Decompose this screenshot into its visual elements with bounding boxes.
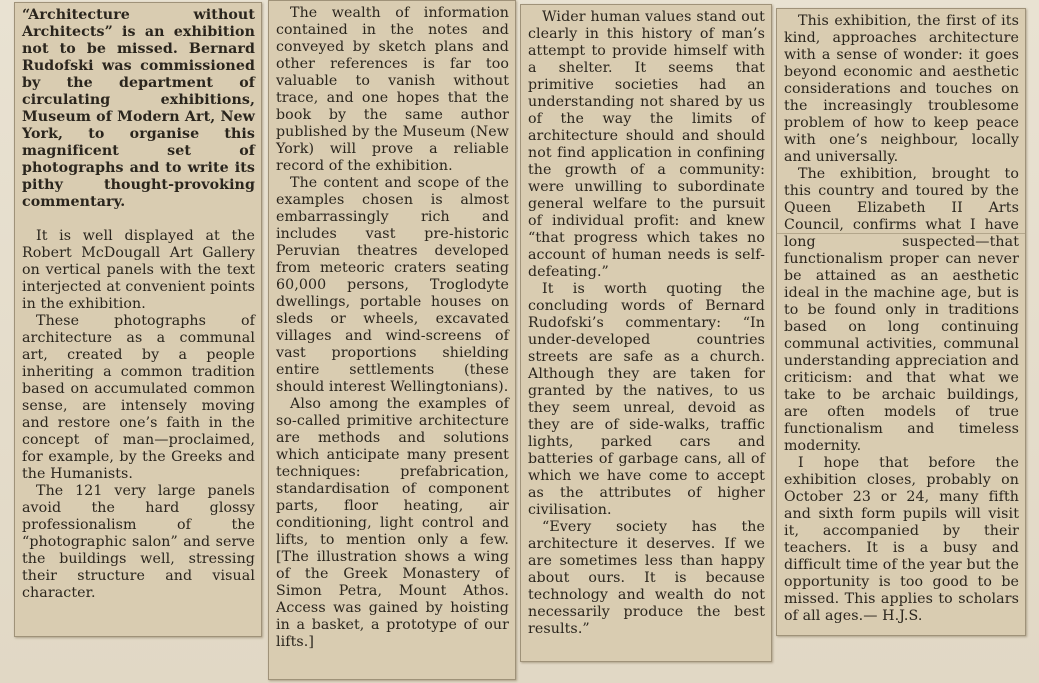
- paragraph: These photographs of architecture as a communal art, created by a people inheriting a common tradition based on accumulated common sense, are intensely moving and restore one’s faith in the concept of man—proclaimed, for example, by the Greeks and the Humanists.: [22, 313, 255, 482]
- paragraph: The content and scope of the examples chosen is almost embarrassingly rich and includes vast pre-historic Peruvian theatres developed from meteoric craters seating 60,000 persons, Troglodyte dwellings, portable houses on sleds or wheels, excavated villages and wind-screens of vast proportions shielding entire settlements (these should interest Wellingtonians).: [276, 175, 509, 395]
- paragraph: It is worth quoting the concluding words of Bernard Rudofski’s commentary: “In under-developed countries streets are safe as a church. Although they are taken for granted by the natives, to us they seem unreal, devoid as they are of side-walks, traffic lights, parked cars and batteries of garbage cans, all of which we have come to accept as the attributes of higher civilisation.: [528, 281, 765, 518]
- paragraph: The exhibition, brought to this country and toured by the Queen Elizabeth II Arts Council, confirms what I have long suspected—that functionalism proper can never be attained as an aesthetic ideal in the machine age, but is to be found only in traditions based on long continuing communal activities, communal understanding appreciation and criticism: and that what we take to be archaic buildings, are often models of true functionalism and timeless modernity.: [784, 166, 1019, 454]
- paragraph: The 121 very large panels avoid the hard glossy professionalism of the “photographic salon” and serve the buildings well, stressing their structure and visual character.: [22, 483, 255, 601]
- clipping-column-2: [268, 0, 516, 680]
- paragraph: “Every society has the architecture it deserves. If we are sometimes less than happy about ours. It is because technology and wealth do not necessarily produce the best results.”: [528, 519, 765, 637]
- clipping-column-3: [520, 4, 772, 662]
- clipping-column-1: [14, 2, 262, 637]
- paragraph: It is well displayed at the Robert McDougall Art Gallery on vertical panels with the text interjected at convenient points in the exhibition.: [22, 228, 255, 312]
- paragraph: Wider human values stand out clearly in this history of man’s attempt to provide himself with a shelter. It seems that primitive societies had an understanding not shared by us of the way the limits of architecture should and should not find application in confining the growth of a community: were unwilling to subordinate general welfare to the pursuit of individual profit: and knew “that progress which takes no account of human needs is self-defeating.”: [528, 9, 765, 280]
- paragraph: The wealth of information contained in the notes and conveyed by sketch plans and other references is far too valuable to vanish without trace, and one hopes that the book by the same author published by the Museum (New York) will prove a reliable record of the exhibition.: [276, 5, 509, 174]
- paragraph: Also among the examples of so-called primitive architecture are methods and solutions which anticipate many present techniques: prefabrication, standardisation of component parts, floor heating, air conditioning, light control and lifts, to mention only a few. [The illustration shows a wing of the Greek Monastery of Simon Petra, Mount Athos. Access was gained by hoisting in a basket, a prototype of our lifts.]: [276, 396, 509, 650]
- clipping-column-4: [776, 8, 1026, 636]
- column-3-text: [521, 5, 771, 638]
- lead-paragraph: “Architecture without Architects” is an exhibition not to be missed. Bernard Rudofski was commissioned by the department of circulating exhibitions, Museum of Modern Art, New York, to organise this magnificent set of photographs and to write its pithy thought-provoking commentary.: [22, 7, 255, 210]
- column-2-text: [269, 1, 515, 651]
- paragraph: This exhibition, the first of its kind, approaches architecture with a sense of wonder: it goes beyond economic and aesthetic considerations and touches on the increasingly troublesome problem of how to keep peace with one’s neighbour, locally and universally.: [784, 13, 1019, 165]
- paragraph: I hope that before the exhibition closes, probably on October 23 or 24, many fifth and sixth form pupils will visit it, accompanied by their teachers. It is a busy and difficult time of the year but the opportunity is too good to be missed. This applies to scholars of all ages.— H.J.S.: [784, 455, 1019, 624]
- column-1-text: [15, 3, 261, 602]
- column-4-text: [777, 9, 1025, 625]
